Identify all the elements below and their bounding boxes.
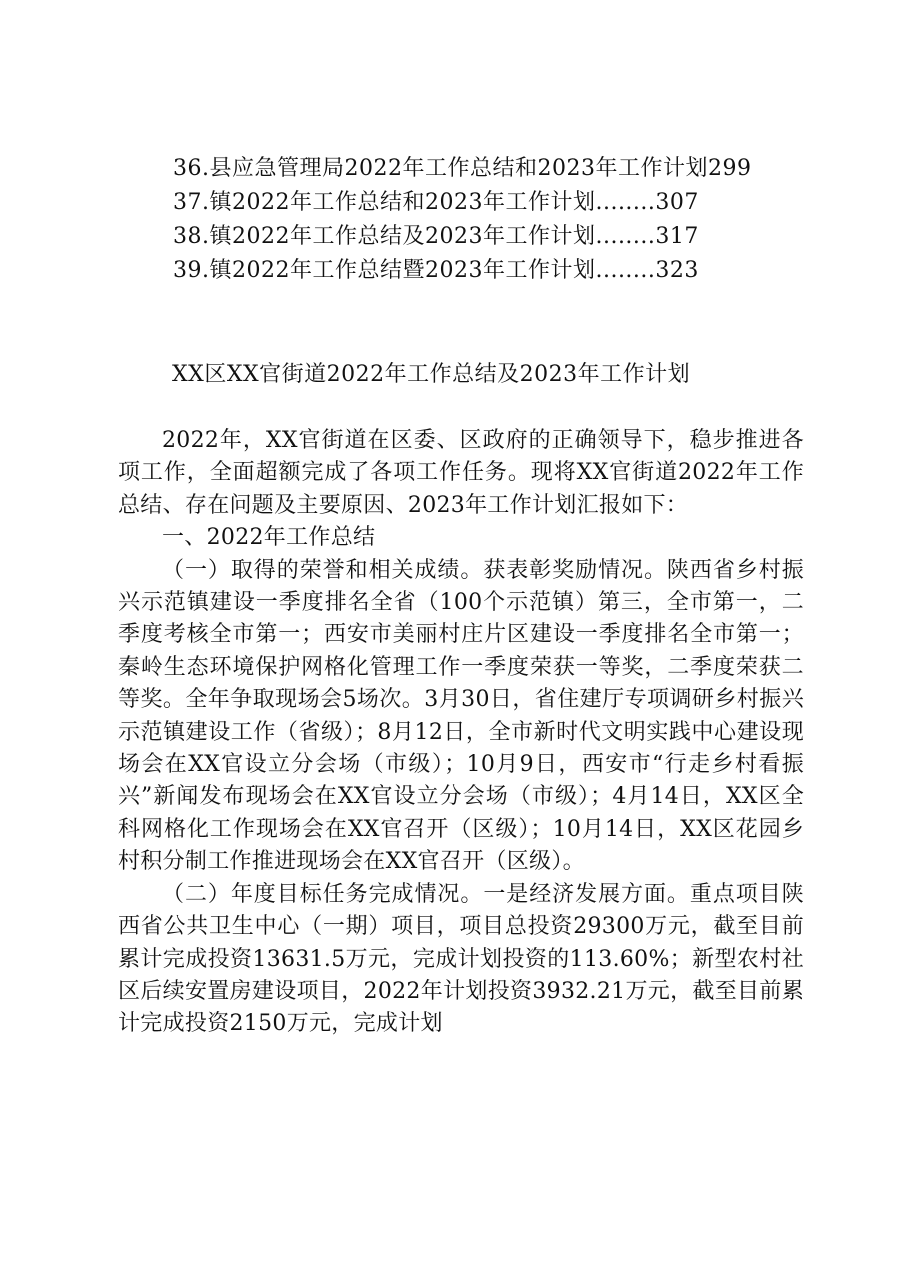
intro-paragraph: 2022年，XX官街道在区委、区政府的正确领导下，稳步推进各项工作，全面超额完成了各项工作任务。现将XX官街道2022年工作总结、存在问题及主要原因、2023年工作计划汇报如下： — [118, 428, 804, 518]
toc-item-38: 38.镇2022年工作总结及2023年工作计划........317 — [173, 224, 699, 249]
table-of-contents — [173, 152, 813, 288]
toc-item-36: 36.县应急管理局2022年工作总结和2023年工作计划299 — [173, 156, 752, 181]
document-title: XX区XX官街道2022年工作总结及2023年工作计划 — [172, 362, 691, 387]
targets-paragraph: （二）年度目标任务完成情况。一是经济发展方面。重点项目陕西省公共卫生中心（一期）项目，项目总投资29300万元，截至目前累计完成投资13631.5万元，完成计划投资的113.60%；新型农村社区后续安置房建设项目，2022年计划投资3932.21万元，截至目前累计完成投资2150万元，完成计划 — [118, 881, 804, 1037]
toc-item-37: 37.镇2022年工作总结和2023年工作计划........307 — [173, 190, 699, 215]
toc-item-39: 39.镇2022年工作总结暨2023年工作计划........323 — [173, 258, 699, 283]
section-heading: 一、2022年工作总结 — [162, 525, 376, 551]
honors-paragraph: （一）取得的荣誉和相关成绩。获表彰奖励情况。陕西省乡村振兴示范镇建设一季度排名全省（100个示范镇）第三，全市第一，二季度考核全市第一；西安市美丽村庄片区建设一季度排名全市第一；秦岭生态环境保护网格化管理工作一季度荣获一等奖，二季度荣获二等奖。全年争取现场会5场次。3月30日，省住建厅专项调研乡村振兴示范镇建设工作（省级）；8月12日，全市新时代文明实践中心建设现场会在XX官设立分会场（市级）；10月9日，西安市“行走乡村看振兴”新闻发布现场会在XX官设立分会场（市级）；4月14日，XX区全科网格化工作现场会在XX官召开（区级）；10月14日，XX区花园乡村积分制工作推进现场会在XX官召开（区级）。 — [118, 557, 804, 875]
document-body — [118, 425, 804, 1041]
